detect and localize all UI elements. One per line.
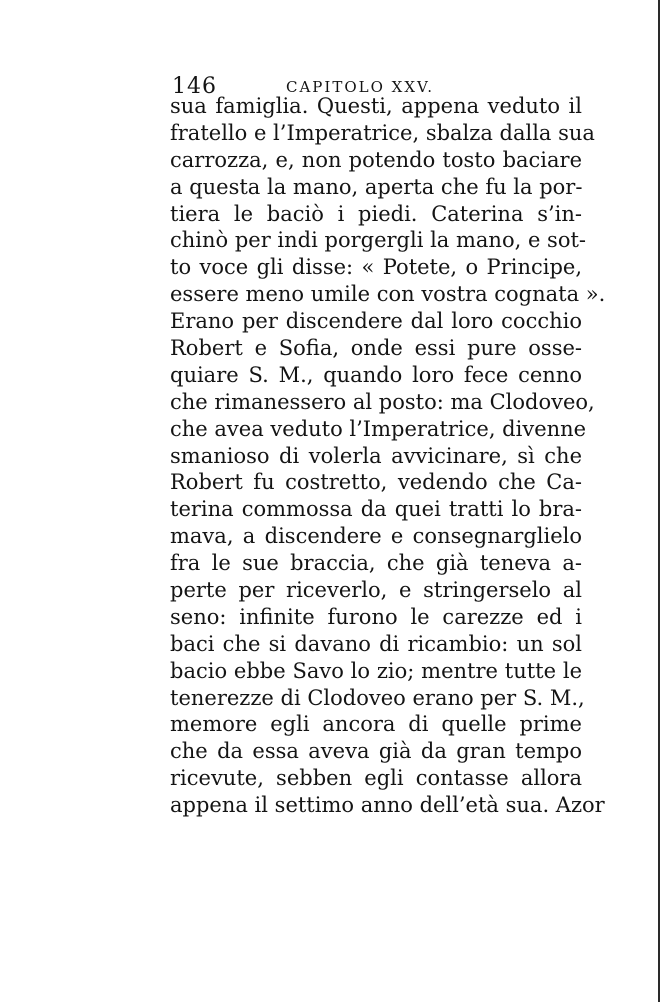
text-line: ricevute, sebben egli contasse allora [170,766,582,791]
text-line: appena il settimo anno dell’età sua. Azor [170,793,605,818]
text-line: tenerezze di Clodoveo erano per S. M., [170,685,585,710]
text-line: Robert fu costretto, vedendo che Ca- [170,470,582,495]
text-line: memore egli ancora di quelle prime [170,712,582,737]
running-head: CAPITOLO XXV. [286,78,434,96]
text-line: fra le sue braccia, che già teneva a- [170,551,582,576]
text-line: quiare S. M., quando loro fece cenno [170,362,582,387]
text-line: terina commossa da quei tratti lo bra- [170,497,582,522]
text-line: Robert e Sofia, onde essi pure osse- [170,336,582,361]
text-line: mava, a discendere e consegnarglielo [170,524,582,549]
text-line: fratello e l’Imperatrice, sbalza dalla sua [170,120,595,145]
text-line: bacio ebbe Savo lo zio; mentre tutte le [170,658,582,683]
body-text [170,93,606,819]
text-line: perte per riceverlo, e stringerselo al [170,578,582,603]
text-line: Erano per discendere dal loro cocchio [170,309,582,334]
text-line: seno: infinite furono le carezze ed i [170,604,582,629]
page-number: 146 [172,74,217,99]
text-line: baci che si davano di ricambio: un sol [170,631,582,656]
text-line: tiera le baciò i piedi. Caterina s’in- [170,201,582,226]
text-line: sua famiglia. Questi, appena veduto il [170,94,582,118]
text-line: a questa la mano, aperta che fu la por- [170,174,583,199]
text-line: to voce gli disse: « Potete, o Principe, [170,255,582,280]
text-line: che avea veduto l’Imperatrice, divenne [170,416,587,441]
text-line: carrozza, e, non potendo tosto baciare [170,147,582,172]
text-line: smanioso di volerla avvicinare, sì che [170,443,582,468]
text-line: che rimanessero al posto: ma Clodoveo, [170,389,595,414]
text-line: che da essa aveva già da gran tempo [170,739,582,764]
text-line: chinò per indi porgergli la mano, e sot- [170,228,587,253]
text-line: essere meno umile con vostra cognata ». [170,282,606,307]
